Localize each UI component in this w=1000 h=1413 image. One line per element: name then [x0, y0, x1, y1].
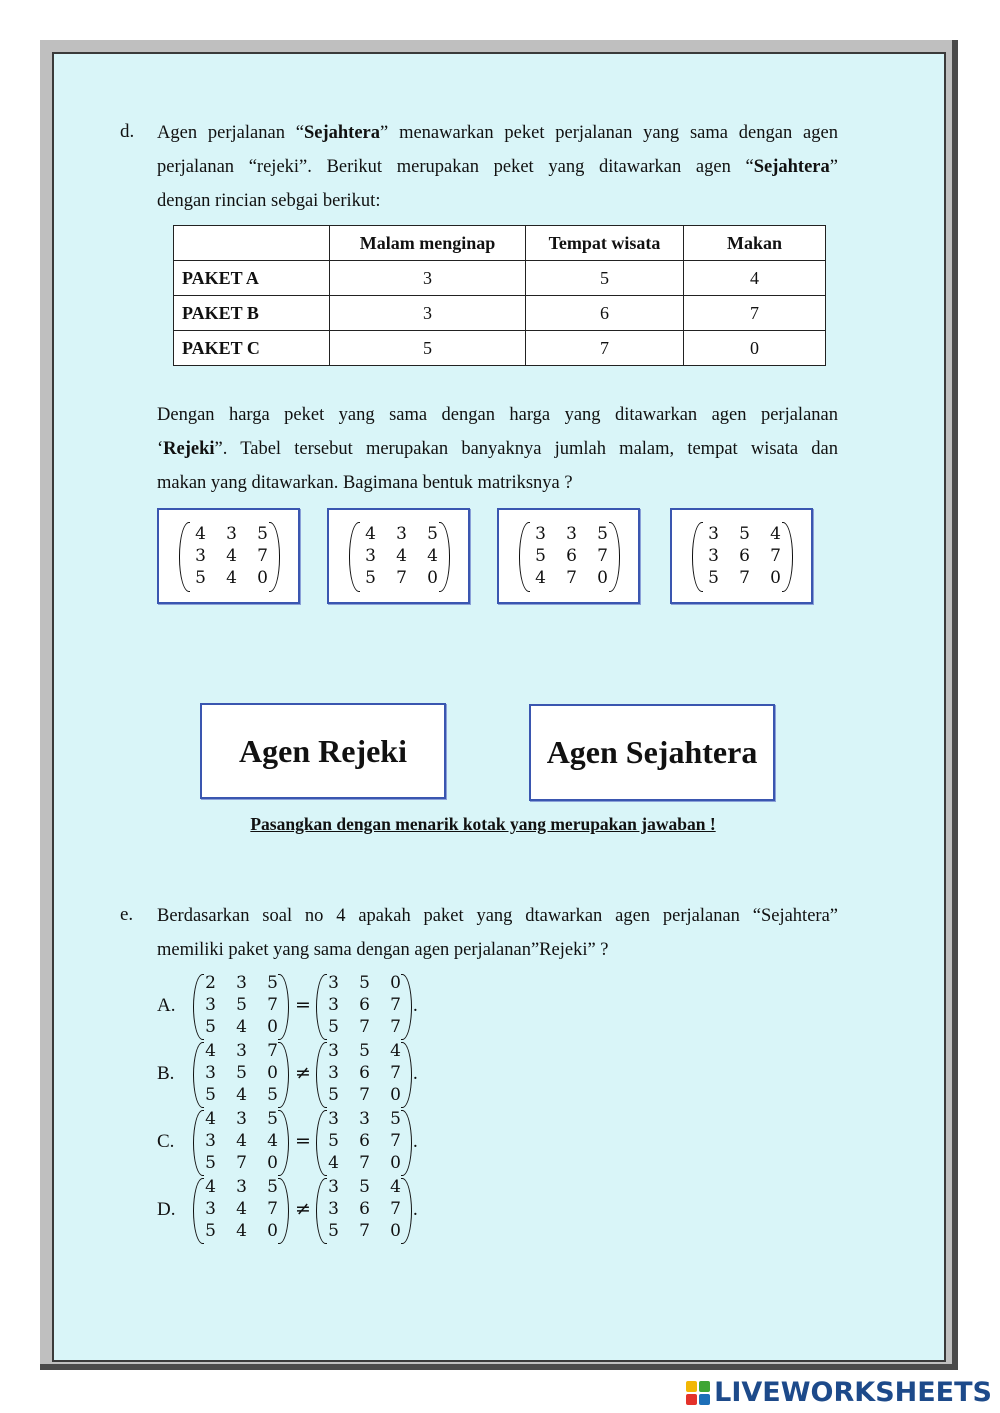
table-cell: 5 — [330, 331, 526, 366]
matrix-entry: 5 — [328, 1017, 339, 1037]
table-cell: 7 — [684, 296, 826, 331]
table-cell: 6 — [526, 296, 684, 331]
matrix-entry: 5 — [205, 1017, 216, 1037]
matrix-entry: 3 — [226, 524, 237, 544]
matrix-entry: 5 — [359, 1041, 370, 1061]
matrix-grid — [318, 972, 411, 1038]
matrix-grid — [195, 972, 288, 1038]
matrix-entry: 5 — [328, 1085, 339, 1105]
matrix-entry: 4 — [205, 1177, 216, 1197]
matrix-grid — [318, 1108, 411, 1174]
matrix-entry: 4 — [427, 546, 438, 566]
matrix-entry: 0 — [597, 568, 608, 588]
matrix-entry: 3 — [205, 1199, 216, 1219]
matrix-entry: 4 — [390, 1041, 401, 1061]
matrix-entry: 4 — [236, 1199, 247, 1219]
matrix-entry: 0 — [390, 1153, 401, 1173]
matrix-entry: 7 — [359, 1085, 370, 1105]
matrix-entry: 7 — [267, 1199, 278, 1219]
agen-sejahtera-box[interactable]: Agen Sejahtera — [529, 704, 775, 801]
matrix-entry: 5 — [205, 1085, 216, 1105]
matrix-entry: 7 — [566, 568, 577, 588]
right-paren — [609, 522, 620, 592]
table-header: Malam menginap — [330, 226, 526, 261]
matrix-entry: 4 — [236, 1085, 247, 1105]
matrix-entry: 6 — [739, 546, 750, 566]
not-equal-sign: ≠ — [295, 1198, 311, 1220]
question-d-letter: d. — [120, 121, 135, 142]
period: . — [413, 995, 418, 1016]
matrix-entry: 5 — [597, 524, 608, 544]
matrix-grid — [355, 523, 448, 589]
matrix-entry: 5 — [359, 1177, 370, 1197]
matrix-entry: 4 — [328, 1153, 339, 1173]
matrix-grid — [698, 523, 791, 589]
row-label: PAKET C — [174, 331, 330, 366]
matrix-entry: 3 — [328, 1109, 339, 1129]
matrix-entry: 5 — [535, 546, 546, 566]
table-header — [174, 226, 330, 261]
table-header-row — [174, 226, 826, 261]
matrix-entry: 3 — [708, 524, 719, 544]
option-letter: A. — [157, 995, 176, 1016]
matrix-entry: 3 — [328, 1199, 339, 1219]
question-d-text: Agen perjalanan “Sejahtera” menawarkan peket perjalanan yang sama dengan agen perjalanan “rejeki”. Berikut merupakan peket yang ditawarkan agen “Sejahtera” dengan rincian sebgai berikut: — [157, 123, 838, 211]
matrix-entry: 0 — [267, 1017, 278, 1037]
matrix-entry: 6 — [566, 546, 577, 566]
matrix-entry: 5 — [205, 1153, 216, 1173]
row-label: PAKET B — [174, 296, 330, 331]
paragraph-2: Dengan harga peket yang sama dengan harga yang ditawarkan agen perjalanan ‘Rejeki”. Tabel tersebut merupakan banyaknya jumlah malam, tempat wisata dan makan yang ditawarkan. Bagimana bentuk matriksnya ? — [157, 405, 838, 493]
matrix-entry: 3 — [195, 546, 206, 566]
matrix-entry: 7 — [770, 546, 781, 566]
liveworksheets-brand — [686, 1377, 992, 1408]
matrix-entry: 5 — [328, 1131, 339, 1151]
matrix-entry: 5 — [267, 1109, 278, 1129]
matrix-entry: 6 — [359, 1199, 370, 1219]
matrix-entry: 5 — [195, 568, 206, 588]
matrix-entry: 4 — [770, 524, 781, 544]
matrix-entry: 7 — [359, 1153, 370, 1173]
right-paren — [269, 522, 280, 592]
table-cell: 3 — [330, 261, 526, 296]
matrix-entry: 3 — [236, 1109, 247, 1129]
matrix-entry: 7 — [390, 1063, 401, 1083]
question-e-text: Berdasarkan soal no 4 apakah paket yang dtawarkan agen perjalanan “Sejahtera” memiliki paket yang sama dengan agen perjalanan”Rejeki” ? — [157, 906, 838, 960]
not-equal-sign: ≠ — [295, 1062, 311, 1084]
matrix-grid — [318, 1176, 411, 1242]
matrix-entry: 5 — [427, 524, 438, 544]
matrix-entry: 5 — [365, 568, 376, 588]
matrix-entry: 4 — [195, 524, 206, 544]
matrix-entry: 5 — [328, 1221, 339, 1241]
matrix-entry: 5 — [236, 995, 247, 1015]
period: . — [413, 1199, 418, 1220]
table-cell: 5 — [526, 261, 684, 296]
option-letter: B. — [157, 1063, 175, 1084]
matrix-entry: 2 — [205, 973, 216, 993]
package-table — [173, 225, 826, 366]
matrix-choice-2[interactable] — [327, 508, 470, 604]
matrix-entry: 7 — [267, 995, 278, 1015]
agen-rejeki-box[interactable]: Agen Rejeki — [200, 703, 446, 799]
matrix-grid — [525, 523, 618, 589]
matrix-entry: 3 — [328, 973, 339, 993]
matrix-entry: 4 — [390, 1177, 401, 1197]
matrix-entry: 0 — [257, 568, 268, 588]
matrix-entry: 0 — [427, 568, 438, 588]
matrix-entry: 4 — [267, 1131, 278, 1151]
matrix-entry: 4 — [365, 524, 376, 544]
table-cell: 3 — [330, 296, 526, 331]
matrix-entry: 4 — [535, 568, 546, 588]
matrix-entry: 5 — [236, 1063, 247, 1083]
matrix-entry: 3 — [236, 1041, 247, 1061]
matrix-entry: 4 — [236, 1017, 247, 1037]
matrix-entry: 7 — [390, 995, 401, 1015]
matrix-entry: 3 — [236, 973, 247, 993]
matrix-entry: 3 — [328, 1063, 339, 1083]
matrix-entry: 7 — [236, 1153, 247, 1173]
table-row — [174, 261, 826, 296]
matrix-entry: 4 — [205, 1109, 216, 1129]
matrix-entry: 0 — [770, 568, 781, 588]
matrix-entry: 4 — [236, 1131, 247, 1151]
matrix-entry: 7 — [597, 546, 608, 566]
matrix-entry: 5 — [267, 1085, 278, 1105]
matrix-entry: 7 — [390, 1017, 401, 1037]
period: . — [413, 1063, 418, 1084]
matrix-entry: 3 — [365, 546, 376, 566]
instruction-text: Pasangkan dengan menarik kotak yang merupakan jawaban ! — [250, 814, 716, 834]
matrix-entry: 3 — [708, 546, 719, 566]
matrix-entry: 4 — [226, 568, 237, 588]
matrix-choice-3[interactable] — [497, 508, 640, 604]
matrix-entry: 3 — [205, 995, 216, 1015]
matrix-entry: 6 — [359, 1063, 370, 1083]
right-paren — [439, 522, 450, 592]
matrix-entry: 7 — [396, 568, 407, 588]
matrix-entry: 3 — [236, 1177, 247, 1197]
table-cell: 4 — [684, 261, 826, 296]
matrix-choice-1[interactable] — [157, 508, 300, 604]
logo-tile — [686, 1394, 697, 1405]
matrix-entry: 5 — [267, 973, 278, 993]
matrix-entry: 5 — [359, 973, 370, 993]
matrix-entry: 7 — [267, 1041, 278, 1061]
matrix-entry: 3 — [205, 1131, 216, 1151]
matrix-entry: 0 — [267, 1153, 278, 1173]
logo-tile — [686, 1381, 697, 1392]
matrix-entry: 6 — [359, 995, 370, 1015]
matrix-entry: 6 — [359, 1131, 370, 1151]
matrix-entry: 4 — [396, 546, 407, 566]
matrix-entry: 7 — [390, 1131, 401, 1151]
matrix-entry: 5 — [257, 524, 268, 544]
matrix-grid — [195, 1040, 288, 1106]
option-letter: D. — [157, 1199, 176, 1220]
matrix-entry: 0 — [390, 1085, 401, 1105]
equals-sign: = — [295, 1130, 311, 1152]
option-letter: C. — [157, 1131, 175, 1152]
matrix-grid — [318, 1040, 411, 1106]
table-cell: 7 — [526, 331, 684, 366]
matrix-entry: 4 — [226, 546, 237, 566]
matrix-grid — [195, 1176, 288, 1242]
matrix-entry: 0 — [267, 1221, 278, 1241]
row-label: PAKET A — [174, 261, 330, 296]
period: . — [413, 1131, 418, 1152]
matrix-entry: 7 — [359, 1017, 370, 1037]
matrix-entry: 3 — [328, 1041, 339, 1061]
matrix-entry: 0 — [390, 973, 401, 993]
matrix-entry: 0 — [267, 1063, 278, 1083]
matrix-entry: 3 — [535, 524, 546, 544]
table-row — [174, 296, 826, 331]
matrix-entry: 3 — [205, 1063, 216, 1083]
logo-tile — [699, 1381, 710, 1392]
table-header: Makan — [684, 226, 826, 261]
table-cell: 0 — [684, 331, 826, 366]
matrix-entry: 5 — [205, 1221, 216, 1241]
matrix-choice-4[interactable] — [670, 508, 813, 604]
matrix-entry: 7 — [359, 1221, 370, 1241]
matrix-grid — [185, 523, 278, 589]
matrix-entry: 3 — [359, 1109, 370, 1129]
matrix-grid — [195, 1108, 288, 1174]
matrix-entry: 7 — [739, 568, 750, 588]
matrix-entry: 3 — [566, 524, 577, 544]
matrix-entry: 5 — [739, 524, 750, 544]
matrix-entry: 3 — [328, 1177, 339, 1197]
table-header: Tempat wisata — [526, 226, 684, 261]
equals-sign: = — [295, 994, 311, 1016]
logo-tile — [699, 1394, 710, 1405]
matrix-entry: 5 — [708, 568, 719, 588]
matrix-entry: 5 — [267, 1177, 278, 1197]
matrix-entry: 3 — [328, 995, 339, 1015]
matrix-entry: 4 — [236, 1221, 247, 1241]
table-row — [174, 331, 826, 366]
matrix-entry: 3 — [396, 524, 407, 544]
liveworksheets-logo-icon — [686, 1381, 710, 1405]
matrix-entry: 7 — [390, 1199, 401, 1219]
matrix-entry: 5 — [390, 1109, 401, 1129]
brand-name: LIVEWORKSHEETS — [714, 1377, 992, 1408]
matrix-entry: 7 — [257, 546, 268, 566]
matrix-entry: 0 — [390, 1221, 401, 1241]
question-e-letter: e. — [120, 904, 134, 925]
right-paren — [782, 522, 793, 592]
matrix-entry: 4 — [205, 1041, 216, 1061]
